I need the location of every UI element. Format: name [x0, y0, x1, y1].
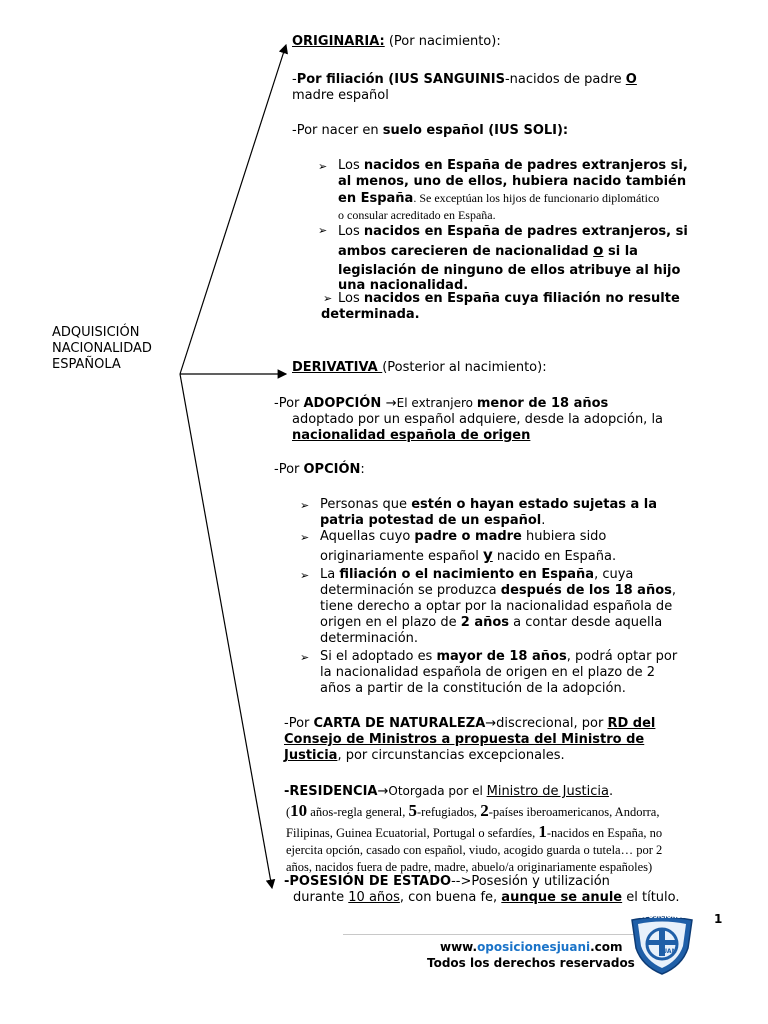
- arrow-to-posesion: [180, 374, 272, 888]
- bullet-arrow-icon: ➢: [318, 160, 328, 173]
- bullet-arrow-icon: ➢: [318, 224, 328, 237]
- originaria-bullet-1: Los nacidos en España de padres extranjeros si, al menos, uno de ellos, hubiera nacido también en España. Se exceptúan los hijos de funcionario diplomático o consular acreditado en España.: [338, 158, 688, 222]
- bullet-arrow-icon: ➢: [323, 292, 333, 305]
- bullet-arrow-icon: ➢: [300, 499, 310, 512]
- posesion-block: -POSESIÓN DE ESTADO-->Posesión y utilización durante 10 años, con buena fe, aunque se anule el título.: [284, 874, 680, 905]
- arrow-to-originaria: [180, 45, 286, 374]
- oposiciones-juani-logo: [626, 912, 698, 976]
- carta-block: -Por CARTA DE NATURALEZA→discrecional, por RD del Consejo de Ministros a propuesta del Ministro de Justicia, por circunstancias excepcionales.: [284, 716, 656, 763]
- residencia-heading: -RESIDENCIA→Otorgada por el Ministro de Justicia.: [284, 784, 614, 799]
- opcion-bullet-2: Aquellas cuyo padre o madre hubiera sido originariamente español y nacido en España.: [320, 529, 617, 564]
- logo-top-text: OPOSICIONES: [638, 913, 686, 920]
- bullet-arrow-icon: ➢: [300, 531, 310, 544]
- opcion-bullet-1: Personas que estén o hayan estado sujetas a la patria potestad de un español.: [320, 497, 658, 528]
- page-number: 1: [714, 912, 723, 926]
- bullet-arrow-icon: ➢: [300, 569, 310, 582]
- suelo-line: -Por nacer en suelo español (IUS SOLI):: [292, 123, 569, 138]
- logo-bottom-text: JUAN: [660, 948, 677, 955]
- footer-rights: Todos los derechos reservados: [427, 956, 635, 970]
- adopcion-block: -Por ADOPCIÓN →El extranjero menor de 18 años adoptado por un español adquiere, desde la adopción, la nacionalidad española de origen: [274, 396, 664, 443]
- footer-divider: [343, 934, 643, 935]
- opcion-bullet-3: La filiación o el nacimiento en España, cuya determinación se produzca después de los 18 años, tiene derecho a optar por la nacionalidad española de origen en el plazo de 2 años a contar desde aquella determinación.: [320, 567, 677, 646]
- derivativa-heading: DERIVATIVA (Posterior al nacimiento):: [292, 360, 547, 375]
- filiacion-line: -Por filiación (IUS SANGUINIS-nacidos de padre O: [292, 72, 637, 87]
- footer-url[interactable]: www.oposicionesjuani.com: [440, 940, 623, 954]
- originaria-bullet-3: Los nacidos en España cuya filiación no resulte determinada.: [321, 291, 680, 322]
- filiacion-line-2: madre español: [292, 88, 389, 103]
- opcion-bullet-4: Si el adoptado es mayor de 18 años, podrá optar por la nacionalidad española de origen en el plazo de 2 años a partir de la constitución de la adopción.: [320, 649, 678, 696]
- root-label: ADQUISICIÓN NACIONALIDAD ESPAÑOLA: [52, 325, 152, 372]
- residencia-detail: (10 años-regla general, 5-refugiados, 2-países iberoamericanos, Andorra, Filipinas, Guinea Ecuatorial, Portugal o sefardíes, 1-nacidos en España, no ejercita opción, casado con español, viudo, acogido guarda o tutela… por 2 años, nacidos fuera de padre, madre, abuelo/a originariamente españoles): [286, 801, 663, 874]
- originaria-bullet-2: Los nacidos en España de padres extranjeros, si ambos carecieren de nacionalidad o si la legislación de ninguno de ellos atribuye al hijo una nacionalidad.: [338, 224, 688, 293]
- originaria-heading: ORIGINARIA: (Por nacimiento):: [292, 34, 501, 49]
- opcion-heading: -Por OPCIÓN:: [274, 462, 365, 477]
- logo-shield-icon: [626, 912, 698, 976]
- bullet-arrow-icon: ➢: [300, 651, 310, 664]
